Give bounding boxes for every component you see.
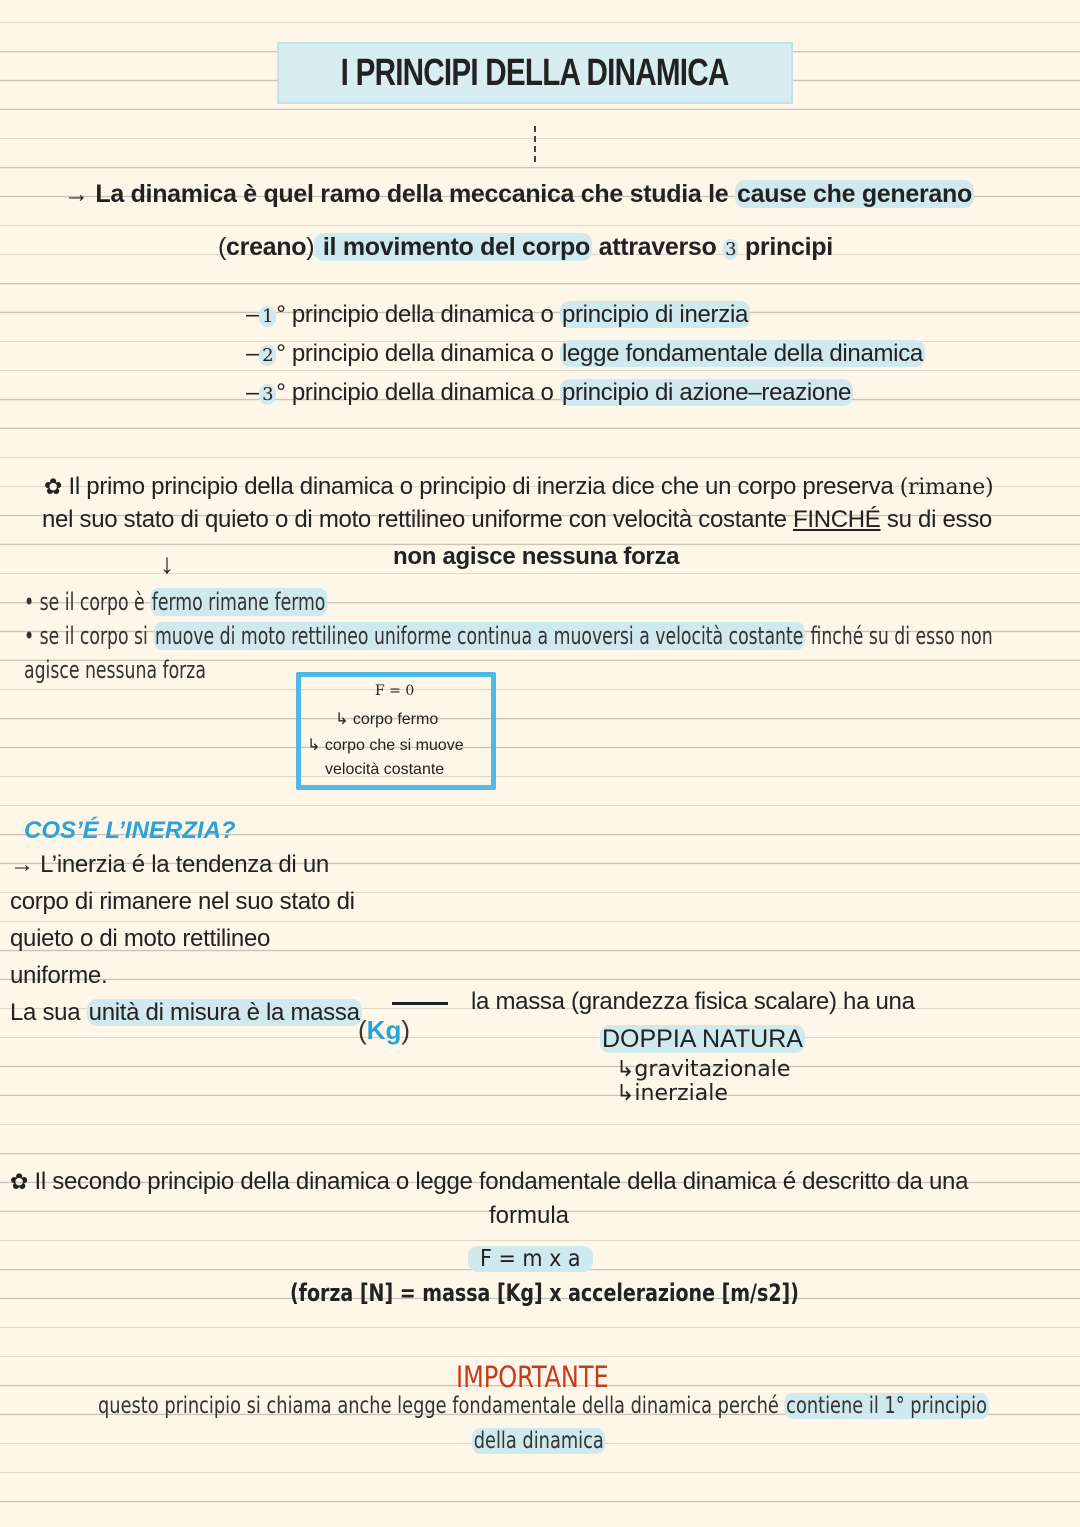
formula-line-velocita: velocità costante: [325, 761, 445, 778]
flower-icon: ✿: [10, 1169, 29, 1194]
intro-creano: creano: [226, 233, 307, 261]
mass-description: la massa (grandezza fisica scalare) ha una: [471, 988, 915, 1015]
important-text: questo principio si chiama anche legge fondamentale della dinamica perché contiene il 1° principio: [98, 1393, 987, 1419]
bullet-moto-cont: agisce nessuna forza: [24, 656, 206, 684]
principles-list: [246, 296, 925, 413]
formula-f0: F = 0: [375, 683, 415, 699]
bullet-fermo: • se il corpo è fermo rimane fermo: [24, 588, 326, 616]
intro-highlight-cause: cause che generano: [736, 180, 972, 208]
first-principle-line-1: ✿ Il primo principio della dinamica o principio di inerzia dice che un corpo preserva (rimane): [44, 473, 994, 500]
arrow-down-icon: ↓: [160, 548, 174, 579]
inertia-unit: La sua unità di misura è la massa: [10, 999, 360, 1026]
second-principle-line-2: formula: [489, 1202, 570, 1229]
list-item: – 3 ° principio della dinamica o principio di azione–reazione: [246, 379, 852, 406]
mass-natures: ↳gravitazionale ↳inerziale: [616, 1057, 791, 1106]
second-principle-line-1: ✿ Il secondo principio della dinamica o legge fondamentale della dinamica é descritto da una: [10, 1168, 969, 1195]
kg-unit: (Kg): [358, 1015, 411, 1045]
intro-highlight-movimento: il movimento del corpo: [316, 233, 590, 261]
important-label: IMPORTANTE: [456, 1360, 609, 1394]
list-item: – 1 ° principio della dinamica o principio di inerzia: [246, 301, 749, 328]
formula-fma: F = m x a: [468, 1246, 593, 1272]
formula-units: (forza [N] = massa [Kg] x accelerazione [m/s2]): [290, 1279, 799, 1307]
flower-icon: ✿: [44, 474, 63, 499]
intro-text-a: La dinamica è quel ramo della meccanica che studia le: [95, 180, 735, 208]
first-principle-line-2: nel suo stato di quieto o di moto rettilineo uniforme con velocità costante FINCHÉ su di esso: [42, 506, 992, 533]
formula-line-fermo: ↳ corpo fermo: [335, 711, 439, 728]
intro-num-principles: 3: [725, 239, 737, 260]
page-title: I PRINCIPI DELLA DINAMICA: [341, 51, 729, 94]
connector-line: [392, 1002, 448, 1005]
list-item: – 2 ° principio della dinamica o legge fondamentale della dinamica: [246, 340, 923, 367]
important-text-2: della dinamica: [473, 1428, 604, 1454]
formula-box: [296, 672, 496, 790]
dashed-connector: [534, 126, 536, 162]
formula-line-muove: ↳ corpo che si muove: [307, 737, 464, 754]
doppia-natura: DOPPIA NATURA: [602, 1025, 803, 1053]
first-principle-line-3: non agisce nessuna forza: [393, 543, 680, 570]
title-box: [277, 42, 793, 104]
intro-line-2: (creano) il movimento del corpo attraverso 3 principi: [218, 233, 833, 261]
intro-line-1: [64, 180, 974, 209]
inertia-definition: → L’inerzia é la tendenza di un corpo di rimanere nel suo stato di quieto o di moto rettilineo uniforme. La sua unità di misura è la massa: [10, 846, 362, 1031]
inertia-question: COS’É L’INERZIA?: [24, 817, 236, 844]
arrow-right-icon: →: [64, 180, 89, 208]
bullet-moto: • se il corpo si muove di moto rettilineo uniforme continua a muoversi a velocità costante finché su di esso non: [24, 622, 993, 650]
